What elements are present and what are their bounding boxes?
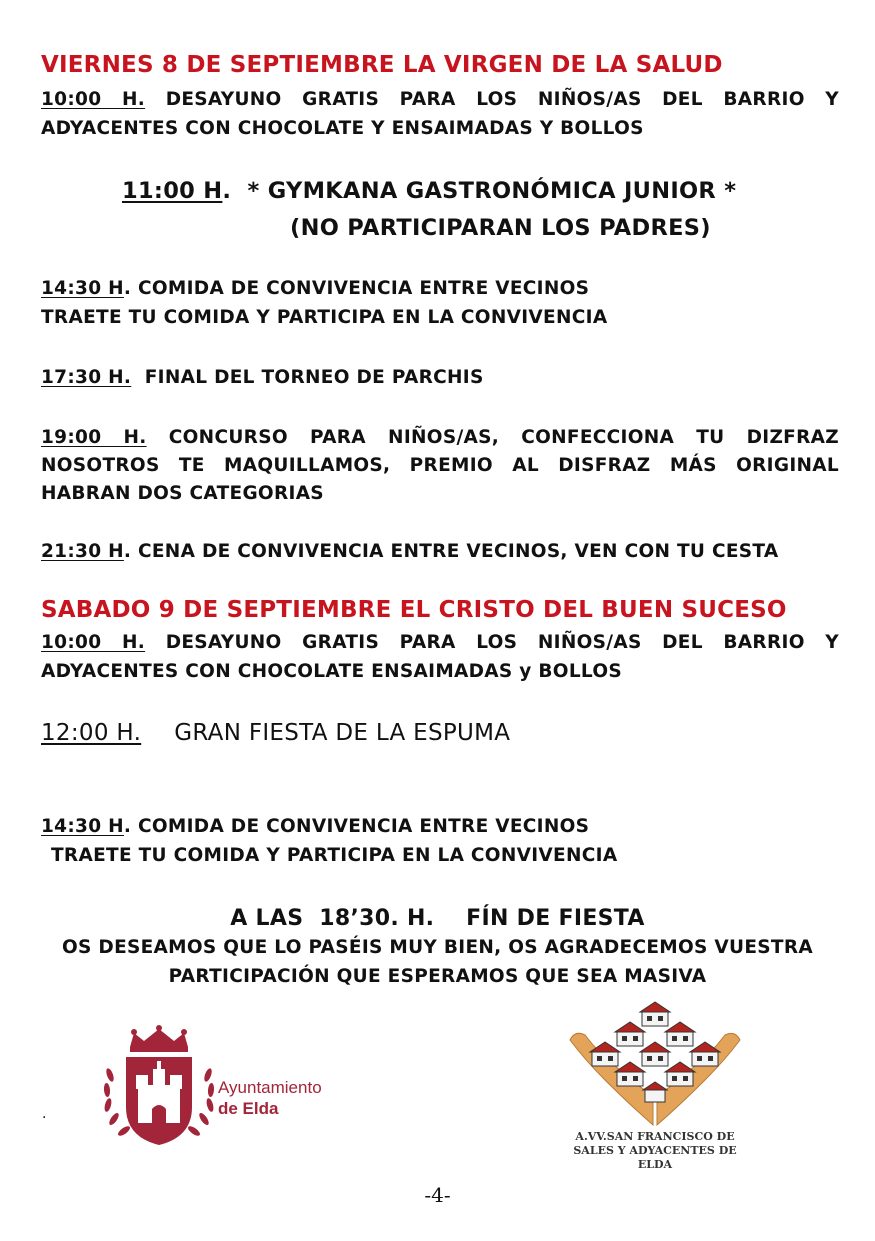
time-label: 17:30 H. <box>41 367 132 388</box>
avv-caption-line-2: SALES Y ADYACENTES DE <box>573 1144 737 1157</box>
event-text: COMIDA DE CONVIVENCIA ENTRE VECINOS <box>131 816 590 837</box>
event-text: DESAYUNO GRATIS PARA LOS NIÑOS/AS DEL BARRIO Y <box>165 632 840 653</box>
friday-item-1-line-1 <box>41 89 839 110</box>
avv-san-francisco-logo <box>555 1000 755 1175</box>
avv-caption <box>555 1130 755 1172</box>
friday-item-5-line-3: HABRAN DOS CATEGORIAS <box>41 483 324 504</box>
time-label: 12:00 H. <box>41 720 142 746</box>
closing-line-3: PARTICIPACIÓN QUE ESPERAMOS QUE SEA MASIVA <box>168 966 707 987</box>
time-label: 10:00 H. <box>41 632 146 653</box>
event-text: * GYMKANA GASTRONÓMICA JUNIOR * <box>231 178 737 204</box>
saturday-item-1-line-1 <box>41 632 839 653</box>
saturday-item-2-line-1 <box>41 720 839 746</box>
friday-item-6-line-1 <box>41 541 839 562</box>
de-elda-label: de Elda <box>218 1099 279 1118</box>
saturday-item-3-line-1 <box>41 816 839 837</box>
time-label: 11:00 H <box>122 178 223 204</box>
friday-item-3-line-1 <box>41 278 839 299</box>
hands-houses-icon <box>555 1000 755 1130</box>
closing-line-1: A LAS 18’30. H. FÍN DE FIESTA <box>230 906 645 931</box>
separator: . <box>123 541 132 562</box>
event-text: FINAL DEL TORNEO DE PARCHIS <box>131 367 484 388</box>
time-label: 14:30 H <box>41 816 124 837</box>
time-label: 19:00 H. <box>41 427 147 448</box>
event-text: COMIDA DE CONVIVENCIA ENTRE VECINOS <box>131 278 590 299</box>
friday-item-1-line-2: ADYACENTES CON CHOCOLATE Y ENSAIMADAS Y BOLLOS <box>41 118 644 139</box>
ayuntamiento-elda-logo <box>100 1025 360 1150</box>
closing-line-2: OS DESEAMOS QUE LO PASÉIS MUY BIEN, OS AGRADECEMOS VUESTRA <box>62 937 813 958</box>
separator: . <box>123 278 132 299</box>
friday-item-2-line-2: (NO PARTICIPARAN LOS PADRES) <box>290 215 711 241</box>
event-text: GRAN FIESTA DE LA ESPUMA <box>174 720 511 746</box>
separator: . <box>222 178 232 204</box>
event-text: CONCURSO PARA NIÑOS/AS, CONFECCIONA TU DIZFRAZ <box>168 427 839 448</box>
saturday-heading: SABADO 9 DE SEPTIEMBRE EL CRISTO DEL BUEN SUCESO <box>41 597 787 623</box>
separator: . <box>123 816 132 837</box>
saturday-item-3-line-2: TRAETE TU COMIDA Y PARTICIPA EN LA CONVIVENCIA <box>51 845 618 866</box>
avv-caption-line-1: A.VV.SAN FRANCISCO DE <box>575 1130 735 1143</box>
friday-item-4-line-1 <box>41 367 839 388</box>
event-text: CENA DE CONVIVENCIA ENTRE VECINOS, VEN CON TU CESTA <box>131 541 779 562</box>
friday-item-2-line-1 <box>122 178 822 204</box>
friday-item-3-line-2: TRAETE TU COMIDA Y PARTICIPA EN LA CONVIVENCIA <box>41 307 608 328</box>
friday-item-5-line-1 <box>41 427 839 448</box>
time-label: 10:00 H. <box>41 89 146 110</box>
time-label: 14:30 H <box>41 278 124 299</box>
time-label: 21:30 H <box>41 541 124 562</box>
friday-item-5-line-2: NOSOTROS TE MAQUILLAMOS, PREMIO AL DISFRAZ MÁS ORIGINAL <box>41 455 839 476</box>
stray-dot: . <box>42 1106 47 1122</box>
avv-caption-line-3: ELDA <box>637 1158 673 1171</box>
saturday-item-1-line-2: ADYACENTES CON CHOCOLATE ENSAIMADAS y BOLLOS <box>41 661 622 682</box>
event-text: DESAYUNO GRATIS PARA LOS NIÑOS/AS DEL BARRIO Y <box>165 89 840 110</box>
page-number: -4- <box>424 1183 451 1207</box>
friday-heading: VIERNES 8 DE SEPTIEMBRE LA VIRGEN DE LA SALUD <box>41 52 723 78</box>
ayuntamiento-label: Ayuntamiento <box>218 1078 322 1097</box>
